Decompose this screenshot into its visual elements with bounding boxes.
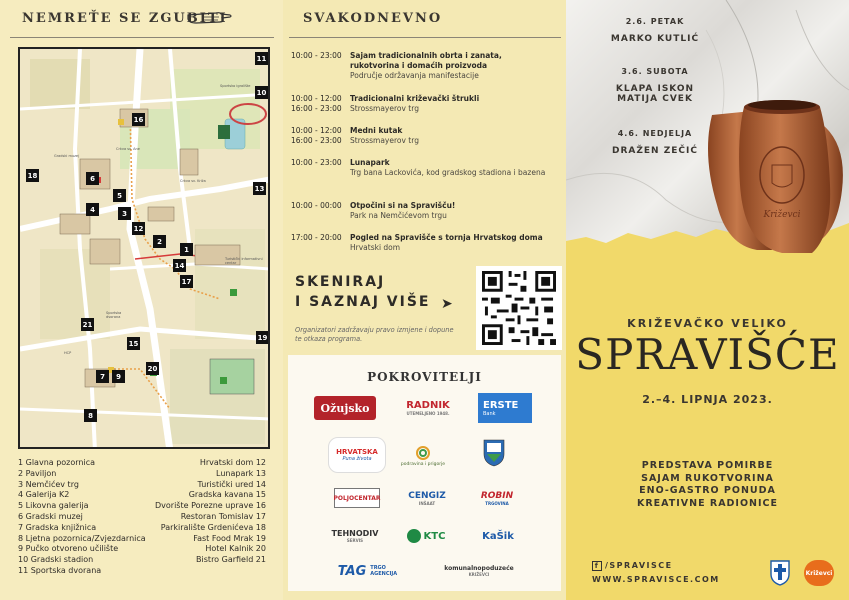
map-marker-12[interactable]: 12 xyxy=(132,222,145,235)
map-marker-14[interactable]: 14 xyxy=(173,259,186,272)
legend-item: Restoran Tomislav 17 xyxy=(180,511,266,521)
legend-item: Hrvatski dom 12 xyxy=(199,458,266,467)
map-label-dv: Sportska dvorana xyxy=(106,311,122,319)
logo-erste xyxy=(478,393,532,423)
facebook-link[interactable] xyxy=(592,560,720,572)
yellow-background xyxy=(566,250,849,600)
map-marker-11[interactable]: 11 xyxy=(255,52,268,65)
pointing-hand-icon xyxy=(186,8,232,26)
feature-item: PREDSTAVA POMIRBE xyxy=(641,460,774,471)
legend-left xyxy=(18,458,146,577)
schedule-time: 10:00 - 12:00 16:00 - 23:00 xyxy=(291,126,342,145)
county-coat-of-arms-icon xyxy=(483,439,505,467)
map-marker-17[interactable]: 17 xyxy=(180,275,193,288)
schedule-event-location: Strossmayerov trg xyxy=(350,104,419,113)
schedule-time: 17:00 - 20:00 xyxy=(291,233,342,242)
schedule-event-title: Sajam tradicionalnih obrta i zanata, rukotvorina i domaćih proizvoda xyxy=(350,51,502,70)
logo-poljocentar: POLJOCENTAR xyxy=(334,488,380,508)
map-section-title: NEMREŤE SE ZGUBITI xyxy=(22,11,228,26)
schedule-event-location: Područje održavanja manifestacije xyxy=(350,71,479,80)
schedule-time: 10:00 - 00:00 xyxy=(291,201,342,210)
map-label-church: Crkva sv. Ane xyxy=(116,147,140,151)
map-marker-5[interactable]: 5 xyxy=(113,189,126,202)
legend-item: Bistro Garfield 21 xyxy=(196,555,266,565)
logo-radnik-sub: UTEMELJENO 1948. xyxy=(406,411,450,416)
map-marker-10[interactable]: 10 xyxy=(255,86,268,99)
legend-item: Lunapark 13 xyxy=(216,468,266,478)
logo-robin xyxy=(474,487,520,509)
map-label-hcp: HCP xyxy=(64,351,72,355)
map-marker-4[interactable]: 4 xyxy=(86,203,99,216)
logo-komunalno-text: komunalnopoduzeće xyxy=(444,565,514,572)
feature-item: ENO-GASTRO PONUDA xyxy=(639,485,776,496)
map-marker-18[interactable]: 18 xyxy=(26,169,39,182)
logo-tag xyxy=(328,560,412,582)
legend-item: Parkiralište Grdenićeva 18 xyxy=(160,522,266,532)
legend-item: Fast Food Mrak 19 xyxy=(193,533,266,543)
map-marker-2[interactable]: 2 xyxy=(153,235,166,248)
legend-item: 1 Glavna pozornica xyxy=(18,458,96,467)
map-marker-1[interactable]: 1 xyxy=(180,243,193,256)
schedule-event-location: Park na Nemčićevom trgu xyxy=(350,211,447,220)
legend-item: 6 Gradski muzej xyxy=(18,511,83,521)
program-day: 4.6. NEDJELJA xyxy=(617,129,693,138)
schedule-event-title: Tradicionalni križevački štrukli xyxy=(350,94,480,103)
legend-item: 10 Gradski stadion xyxy=(18,555,94,565)
map-marker-3[interactable]: 3 xyxy=(118,207,131,220)
map-drawing xyxy=(20,49,270,449)
program-day: 3.6. SUBOTA xyxy=(621,67,689,76)
sponsors-title: POKROVITELJI xyxy=(367,370,482,384)
map-label-church-cross: Crkva sv. Križa xyxy=(180,179,206,183)
legend-item: 11 Sportska dvorana xyxy=(18,565,102,575)
schedule-event-title: Pogled na Spravišče s tornja Hrvatskog doma xyxy=(350,233,543,242)
social-links xyxy=(592,560,720,586)
scan-line-1: SKENIRAJ xyxy=(295,274,386,290)
map-marker-8[interactable]: 8 xyxy=(84,409,97,422)
program-day-2 xyxy=(590,67,720,104)
schedule-rule xyxy=(289,37,561,38)
logo-tag-text: TAG xyxy=(337,563,367,579)
disclaimer-text: Organizatori zadržavaju pravo izmjene i dopune te otkaza programa. xyxy=(295,326,454,343)
program-performer: DRAŽEN ZEČIĆ xyxy=(612,146,698,156)
festival-title: SPRAVIŠĆE xyxy=(575,330,840,379)
logo-cengiz-text: CENGIZ xyxy=(408,490,446,501)
title-rule xyxy=(10,37,274,38)
arrow-right-icon: ➤ xyxy=(441,296,453,312)
feature-item: KREATIVNE RADIONICE xyxy=(636,497,778,509)
logo-podravina-text: podravina i prigorje xyxy=(400,461,446,467)
town-coat-of-arms-icon xyxy=(770,560,790,586)
legend-item: 4 Galerija K2 xyxy=(18,490,70,500)
map-marker-21[interactable]: 21 xyxy=(81,318,94,331)
program-day-3 xyxy=(590,129,720,156)
legend-item: 2 Paviljon xyxy=(18,468,57,478)
festival-dates: 2.–4. LIPNJA 2023. xyxy=(642,393,773,406)
schedule-event-location: Strossmayerov trg xyxy=(350,136,419,145)
qr-code[interactable] xyxy=(476,266,562,350)
legend-item: Hotel Kalnik 20 xyxy=(205,544,266,554)
logo-ktc-text: KTC xyxy=(423,530,446,542)
logo-cengiz xyxy=(392,487,462,509)
legend-item: 3 Nemčićev trg xyxy=(18,479,79,489)
logo-tag-sub: TRGO AGENCIJA xyxy=(370,565,398,577)
logo-hrvatska-sub: Puna života xyxy=(342,456,372,462)
logo-robin-sub: TRGOVINA xyxy=(485,500,509,506)
schedule-time: 10:00 - 23:00 xyxy=(291,158,342,167)
legend-item: Dvorište Porezne uprave 16 xyxy=(155,501,266,511)
map-marker-6[interactable]: 6 xyxy=(86,172,99,185)
schedule-event-title: Medni kutak xyxy=(350,126,403,135)
logo-komunalno xyxy=(434,560,524,582)
schedule-event-title: Lunapark xyxy=(350,158,390,167)
scan-heading xyxy=(295,272,430,312)
program-performer: KLAPA ISKON MATIJA CVEK xyxy=(615,84,695,104)
logo-cengiz-sub: INŠAAT xyxy=(418,500,436,506)
map-label-stadium: Sportsko igralište xyxy=(220,84,251,88)
pot-inscription: Križevci xyxy=(763,210,801,220)
schedule-time: 10:00 - 12:00 16:00 - 23:00 xyxy=(291,94,342,113)
schedule-event-title: Otpočini si na Spravišču! xyxy=(350,201,456,210)
logo-tehnodiv xyxy=(326,525,384,547)
logo-komunalno-sub: KRIŽEVCI xyxy=(468,572,490,577)
legend-item: 8 Ljetna pozornica/Zvjezdarnica xyxy=(18,533,146,543)
website-link[interactable]: WWW.SPRAVISCE.COM xyxy=(592,575,720,584)
logo-radnik xyxy=(388,396,468,420)
schedule-event-location: Hrvatski dom xyxy=(350,243,401,252)
legend-item: 7 Gradska knjižnica xyxy=(18,522,97,532)
legend-item: 5 Likovna galerija xyxy=(18,501,89,511)
clay-pots-image xyxy=(702,95,849,255)
legend-item: Gradska kavana 15 xyxy=(188,490,266,500)
legend-right xyxy=(155,458,266,566)
logo-hrvatska xyxy=(328,437,386,473)
map-marker-9[interactable]: 9 xyxy=(112,370,125,383)
logo-erste-sub: Bank xyxy=(483,410,496,417)
map-label-museum: Gradski muzej xyxy=(54,154,80,158)
logo-kasik: KaŠik xyxy=(482,530,514,542)
logo-podravina xyxy=(398,435,448,475)
map-marker-13[interactable]: 13 xyxy=(253,182,266,195)
map-marker-7[interactable]: 7 xyxy=(96,370,109,383)
logo-robin-text: ROBIN xyxy=(480,490,514,501)
facebook-icon: f xyxy=(592,561,602,571)
map-label-tourist: Turistički informativni centar xyxy=(225,257,263,265)
logo-radnik-text: RADNIK xyxy=(406,400,450,411)
festival-subtitle: KRIŽEVAČKO VELIKO xyxy=(627,317,788,330)
logo-hrvatska-text: HRVATSKA xyxy=(336,448,378,456)
sponsors-panel xyxy=(288,355,561,591)
logo-ozujsko: Ožujsko xyxy=(314,396,376,420)
logo-erste-text: ERSTE xyxy=(483,399,519,411)
legend-item: Turistički ured 14 xyxy=(197,479,266,489)
program-day-1 xyxy=(590,17,720,44)
features-list xyxy=(566,460,849,510)
facebook-handle: /SPRAVISCE xyxy=(605,561,673,570)
map-marker-19[interactable]: 19 xyxy=(256,331,269,344)
schedule-event-location: Trg bana Lackovića, kod gradskog stadiona i bazena xyxy=(350,168,546,177)
map-marker-20[interactable]: 20 xyxy=(146,362,159,375)
logo-tehnodiv-text: TEHNODIV xyxy=(331,529,379,538)
map-marker-15[interactable]: 15 xyxy=(127,337,140,350)
schedule-title: SVAKODNEVNO xyxy=(303,11,443,26)
logo-ktc xyxy=(396,525,456,547)
program-performer: MARKO KUTLIĆ xyxy=(610,34,700,44)
feature-item: SAJAM RUKOTVORINA xyxy=(641,472,774,484)
program-day: 2.6. PETAK xyxy=(625,17,685,26)
map-panel xyxy=(0,0,283,600)
festival-panel xyxy=(566,0,849,600)
ktc-circle-icon xyxy=(407,529,421,543)
podravina-swirl-icon xyxy=(414,444,432,462)
map-marker-16[interactable]: 16 xyxy=(132,113,145,126)
logo-tehnodiv-sub: SERVIS xyxy=(346,538,364,543)
scan-line-2: I SAZNAJ VIŠE xyxy=(295,294,431,310)
schedule-time: 10:00 - 23:00 xyxy=(291,51,342,60)
town-map[interactable] xyxy=(18,47,270,449)
town-logo-text: Križevci xyxy=(805,569,833,577)
town-logo xyxy=(804,560,834,586)
qr-code-icon xyxy=(481,271,557,345)
legend-item: 9 Pučko otvoreno učilište xyxy=(18,544,119,554)
